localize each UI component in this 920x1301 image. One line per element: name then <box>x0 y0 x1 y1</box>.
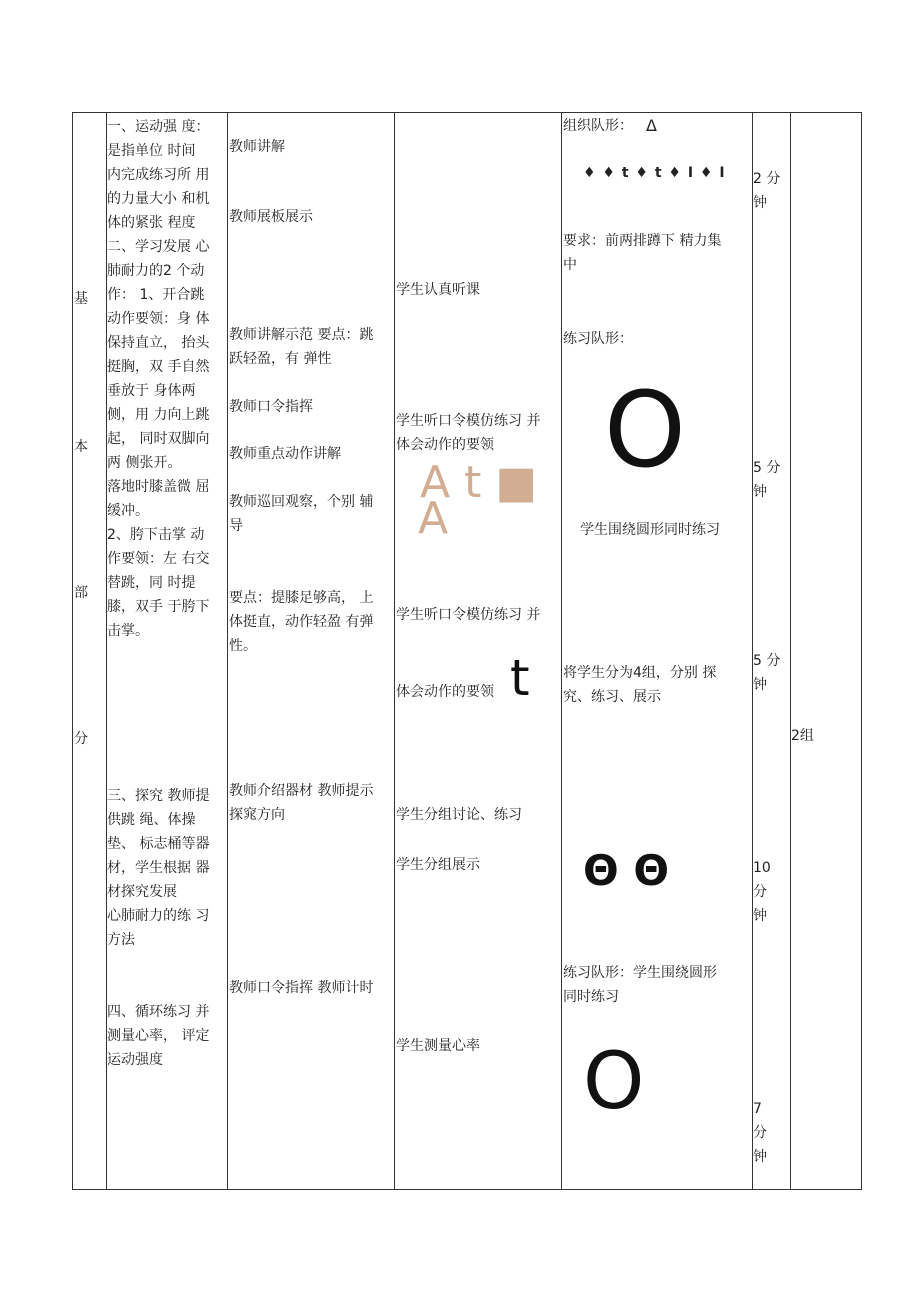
org-caption: 学生围绕圆形同时练习 <box>580 522 720 538</box>
org-grouping: 将学生分为4组，分别 探 究、练习、展示 <box>563 665 717 705</box>
column-divider <box>394 113 395 1189</box>
teacher-activity: 教师重点动作讲解 <box>229 446 341 462</box>
org-practice-label: 练习队形： <box>563 331 633 347</box>
section-label-char: 基 <box>74 291 88 307</box>
content-skill-2: 2、胯下击掌 动 作要领：左 右交 替跳，同 时提 膝，双手 于胯下 击掌。 <box>107 527 210 639</box>
formation-glyph: A <box>418 493 449 544</box>
formation-glyph: t <box>510 649 530 707</box>
teacher-activity: 要点：提膝足够高， 上 体挺直，动作轻盈 有弹 性。 <box>229 590 374 654</box>
circle-formation-icon: O <box>583 1037 645 1127</box>
time-allocation: 10 分 钟 <box>753 860 771 924</box>
student-activity: 学生分组展示 <box>396 857 480 873</box>
content-intensity: 一、运动强 度： 是指单位 时间 内完成练习所 用 的力量大小 和机 体的紧张 程度 <box>107 119 210 231</box>
circle-formation-icon: O <box>604 369 686 491</box>
content-explore: 三、探究 教师提 供跳 绳、体操 垫、 标志桶等器 材，学生根据 器 材探究发展 心肺耐力的练 习 方法 <box>107 788 210 948</box>
content-circuit: 四、循环练习 并 测量心率， 评定 运动强度 <box>107 1004 210 1068</box>
student-activity: 体会动作的要领 <box>396 684 494 700</box>
student-activity: 学生测量心率 <box>396 1038 480 1054</box>
student-activity: 学生听口令模仿练习 并 体会动作的要领 <box>396 413 541 453</box>
group-formation-icon: Θ Θ <box>583 846 670 895</box>
formation-row: ♦ ♦ t ♦ t ♦ I ♦ I <box>583 165 726 181</box>
org-requirement: 要求：前两排蹲下 精力集 中 <box>563 233 722 273</box>
section-label-char: 分 <box>74 731 88 747</box>
org-practice-circle: 练习队形：学生围绕圆形 同时练习 <box>563 965 717 1005</box>
teacher-activity: 教师讲解示范 要点：跳 跃轻盈，有 弹性 <box>229 327 374 367</box>
section-label-char: 部 <box>74 585 88 601</box>
column-divider <box>790 113 791 1189</box>
time-allocation: 5 分 钟 <box>753 653 781 693</box>
content-skill-1: 二、学习发展 心 肺耐力的2 个动 作： 1、开合跳 动作要领：身 体 保持直立， 抬头 挺胸，双 手自然 垂放于 身体两 侧，用 力向上跳 起， 同时双脚向 两 侧张开。 落地时膝盖微 屈 缓冲。 <box>107 239 210 519</box>
teacher-activity: 教师介绍器材 教师提示 探窕方向 <box>229 783 374 823</box>
org-formation-label: 组织队形： <box>563 118 633 134</box>
teacher-activity: 教师巡回观察，个别 辅 导 <box>229 494 374 534</box>
time-allocation: 7 分 钟 <box>753 1101 767 1165</box>
formation-glyphs: A t ■ <box>420 457 537 508</box>
column-divider <box>227 113 228 1189</box>
section-label-char: 本 <box>74 439 88 455</box>
teacher-activity: 教师口令指挥 教师计时 <box>229 980 374 996</box>
student-activity: 学生分组讨论、练习 <box>396 807 522 823</box>
group-count: 2组 <box>791 728 814 744</box>
time-allocation: 2 分 钟 <box>753 171 781 211</box>
teacher-activity: 教师展板展示 <box>229 209 313 225</box>
student-activity: 学生认真听课 <box>396 282 480 298</box>
teacher-activity: 教师口令指挥 <box>229 399 313 415</box>
triangle-icon: Δ <box>646 116 657 135</box>
column-divider <box>561 113 562 1189</box>
time-allocation: 5 分 钟 <box>753 460 781 500</box>
teacher-activity: 教师讲解 <box>229 139 285 155</box>
student-activity: 学生听口令模仿练习 并 <box>396 607 541 623</box>
